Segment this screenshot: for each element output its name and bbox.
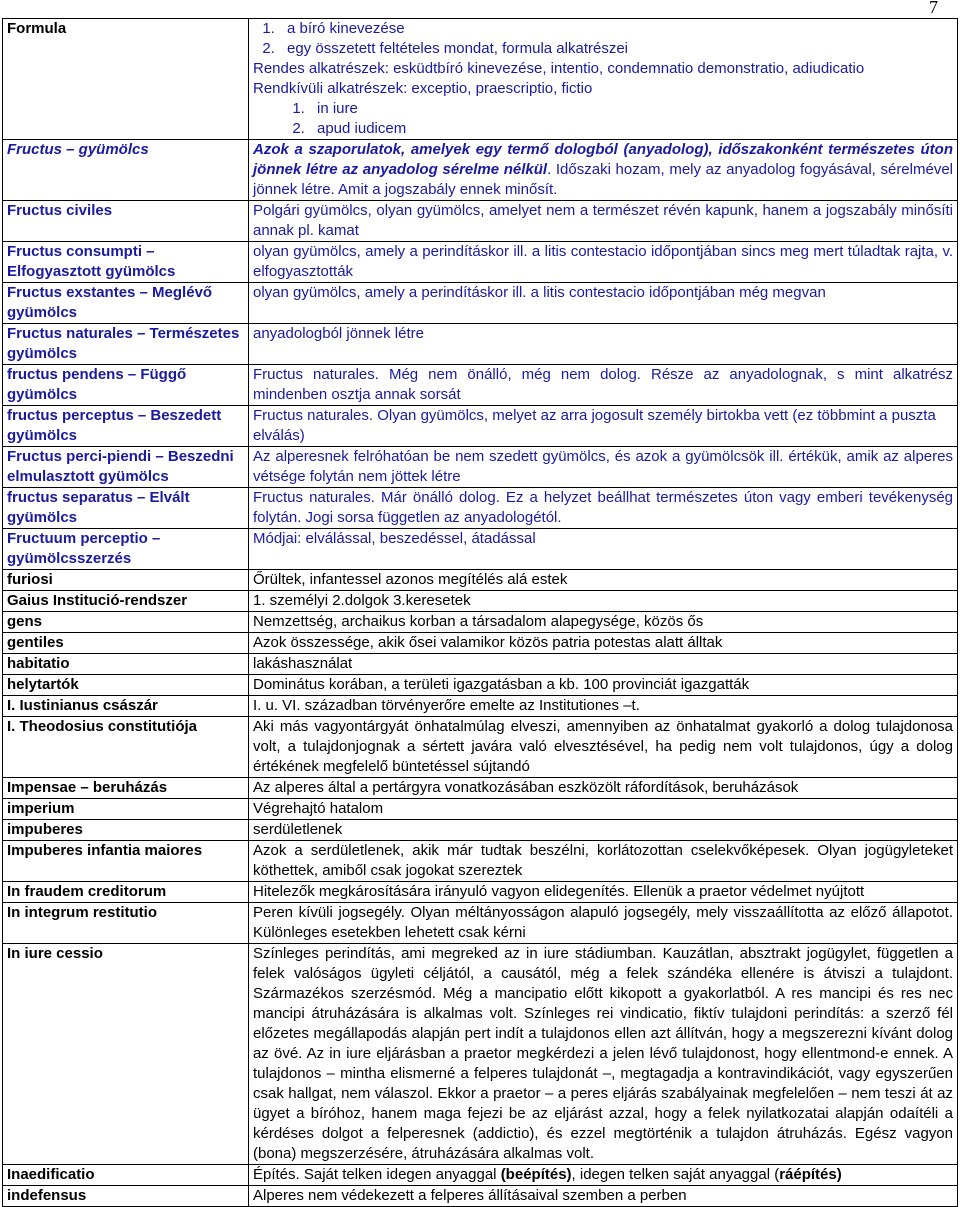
definition-fructus-pendens: Fructus naturales. Még nem önálló, még nem dolog. Része az anyadolognak, s mint alkatrész mindenben osztja annak sorsát — [249, 365, 958, 406]
definition-fructus-civiles: Polgári gyümölcs, olyan gyümölcs, amelyet nem a természet révén kapunk, hanem a jogszabály minősíti annak pl. kamat — [249, 201, 958, 242]
term-fructus-separatus: fructus separatus – Elvált gyümölcs — [3, 488, 249, 529]
table-row — [3, 447, 958, 488]
definition-gens: Nemzettség, archaikus korban a társadalom alapegysége, közös ős — [249, 612, 958, 633]
term-gentiles: gentiles — [3, 633, 249, 654]
definition-fructus-percipiendi: Az alperesnek felróhatóan be nem szedett gyümölcs, és azok a gyümölcsök ill. értékük, amik az alperes vétsége folytán nem jöttek létre — [249, 447, 958, 488]
table-row — [3, 283, 958, 324]
inaedificatio-text-c: , idegen telken saját anyaggal ( — [571, 1166, 780, 1183]
table-row — [3, 675, 958, 696]
term-impuberes: impuberes — [3, 820, 249, 841]
term-in-iure-cessio: In iure cessio — [3, 944, 249, 1165]
page-number: 7 — [929, 0, 938, 17]
table-row — [3, 488, 958, 529]
definition-imperium: Végrehajtó hatalom — [249, 799, 958, 820]
table-row — [3, 406, 958, 447]
formula-rendes: Rendes alkatrészek: esküdtbíró kinevezése, intentio, condemnatio demonstratio, adiudicatio — [253, 60, 865, 77]
list-item: 1. a bíró kinevezése — [279, 19, 953, 39]
definition-formula — [249, 19, 958, 140]
formula-rendkivuli: Rendkívüli alkatrészek: exceptio, praescriptio, fictio — [253, 80, 593, 97]
term-indefensus: indefensus — [3, 1186, 249, 1207]
term-theodosius: I. Theodosius constitutiója — [3, 717, 249, 778]
term-impuberes-infantia: Impuberes infantia maiores — [3, 841, 249, 882]
term-fructus-pendens: fructus pendens – Függő gyümölcs — [3, 365, 249, 406]
term-iustinianus: I. Iustinianus császár — [3, 696, 249, 717]
term-imperium: imperium — [3, 799, 249, 820]
term-gens: gens — [3, 612, 249, 633]
term-fructus-naturales: Fructus naturales – Természetes gyümölcs — [3, 324, 249, 365]
definition-theodosius: Aki más vagyontárgyát önhatalmúlag elveszi, amennyiben az önhatalmat gyakorló a dolog tulajdonosa volt, a tulajdonjognak a sértett javára való elvesztésével, ha pedig nem volt tulajdonos, úgy a dolog értékének megfelelő büntetéssel sújtandó — [249, 717, 958, 778]
table-row — [3, 1165, 958, 1186]
inaedificatio-bold-beepites: (beépítés) — [500, 1166, 572, 1183]
table-row — [3, 820, 958, 841]
definition-helytartok: Dominátus korában, a területi igazgatásban a kb. 100 provinciát igazgatták — [249, 675, 958, 696]
term-gaius: Gaius Institució-rendszer — [3, 591, 249, 612]
definition-habitatio: lakáshasználat — [249, 654, 958, 675]
term-impensae: Impensae – beruházás — [3, 778, 249, 799]
definition-fructus-naturales: anyadologból jönnek létre — [249, 324, 958, 365]
definition-fructus-separatus: Fructus naturales. Már önálló dolog. Ez a helyzet beállhat természetes úton vagy emberi tevékenység folytán. Jogi sorsa független az anyadologétól. — [249, 488, 958, 529]
fructus-rest-definition: . Időszaki hozam, mely az anyadolog fogyásával, sérelmével jönnek létre. Amit a jogszabály ennek minősít. — [253, 161, 953, 198]
term-helytartok: helytartók — [3, 675, 249, 696]
inaedificatio-bold-raepites: ráépítés) — [779, 1166, 842, 1183]
term-fructus-percipiendi: Fructus perci-piendi – Beszedni elmulasztott gyümölcs — [3, 447, 249, 488]
definition-gentiles: Azok összessége, akik ősei valamikor közös patria potestas alatt álltak — [249, 633, 958, 654]
term-inaedificatio: Inaedificatio — [3, 1165, 249, 1186]
table-row — [3, 717, 958, 778]
definition-fructus — [249, 140, 958, 201]
glossary-table — [2, 18, 958, 1207]
table-row — [3, 799, 958, 820]
term-fructus-exstantes: Fructus exstantes – Meglévő gyümölcs — [3, 283, 249, 324]
term-fructus-consumpti: Fructus consumpti – Elfogyasztott gyümölcs — [3, 242, 249, 283]
table-row — [3, 591, 958, 612]
table-row — [3, 242, 958, 283]
definition-inaedificatio — [249, 1165, 958, 1186]
table-row — [3, 201, 958, 242]
definition-in-iure-cessio: Színleges perindítás, ami megreked az in iure stádiumban. Kauzátlan, absztrakt jogügylet, független a felek valóságos ügyleti céljától, a causától, még a felek szándéka ellenére is átviszi a tulajdont. Származékos szerzésmód. Még a mancipatio előtt kikopott a gyakorlatból. A res mancipi és res nec mancipi átruházására is alkalmas volt. Színleges rei vindicatio, fiktív tulajdoni perindítás: a szerző fél előzetes megállapodás alapján pert indít a tulajdonos ellen azt állítván, hogy a megszerezni kívánt dolog az övé. Az in iure eljárásban a praetor megkérdezi a jelen lévő tulajdonost, hogy ellentmond-e ennek. A tulajdonos – mintha elismerné a felperes tulajdonát –, megtagadja a kontravindikációt, vagy egyszerűen csak hallgat, nem válaszol. Ekkor a praetor – a peres eljárás szabályainak megfelelően – nem teszi át az ügyet a bíróhoz, hanem maga fejezi be az eljárást azzal, hogy a felek nyilatkozatai alapján odaítéli a kérdéses dolgot a felperesnek (addictio), és ezzel megtörténik a tulajdon átruházás. Egész vagyon (bona) megszerzésére, átruházására alkalmas volt. — [249, 944, 958, 1165]
term-furiosi: furiosi — [3, 570, 249, 591]
table-row — [3, 365, 958, 406]
definition-fructuum-perceptio: Módjai: elválással, beszedéssel, átadással — [249, 529, 958, 570]
table-row — [3, 882, 958, 903]
definition-impensae: Az alperes által a pertárgyra vonatkozásában eszközölt ráfordítások, beruházások — [249, 778, 958, 799]
term-formula: Formula — [3, 19, 249, 140]
table-row — [3, 841, 958, 882]
formula-list — [253, 19, 953, 59]
definition-in-fraudem: Hitelezők megkárosítására irányuló vagyon elidegenítés. Ellenük a praetor védelmet nyújtott — [249, 882, 958, 903]
table-row — [3, 570, 958, 591]
inaedificatio-text-a: Építés. Saját telken idegen anyaggal — [253, 1166, 501, 1183]
table-row — [3, 654, 958, 675]
fructus-bold-definition: Azok a szaporulatok, amelyek egy termő dologból (anyadolog), időszakonként természetes úton jönnek létre az anyadolog sérelme nélkül — [253, 141, 953, 178]
table-row — [3, 633, 958, 654]
list-item: 2. egy összetett feltételes mondat, formula alkatrészei — [279, 39, 953, 59]
term-fructus-perceptus: fructus perceptus – Beszedett gyümölcs — [3, 406, 249, 447]
definition-impuberes-infantia: Azok a serdületlenek, akik már tudtak beszélni, korlátozottan cselekvőképesek. Olyan jogügyleteket köthettek, amiből csak jogokat szereztek — [249, 841, 958, 882]
definition-fructus-consumpti: olyan gyümölcs, amely a perindításkor ill. a litis contestacio időpontjában sincs meg mert túladtak rajta, v. elfogyasztották — [249, 242, 958, 283]
table-row — [3, 324, 958, 365]
formula-sublist — [253, 99, 953, 139]
term-in-fraudem: In fraudem creditorum — [3, 882, 249, 903]
table-row — [3, 903, 958, 944]
definition-fructus-exstantes: olyan gyümölcs, amely a perindításkor ill. a litis contestacio időpontjában még megvan — [249, 283, 958, 324]
table-row — [3, 529, 958, 570]
term-fructuum-perceptio: Fructuum perceptio – gyümölcsszerzés — [3, 529, 249, 570]
table-row — [3, 778, 958, 799]
definition-gaius: 1. személyi 2.dolgok 3.keresetek — [249, 591, 958, 612]
list-item: 2. apud iudicem — [309, 119, 953, 139]
table-row — [3, 944, 958, 1165]
definition-in-integrum: Peren kívüli jogsegély. Olyan méltányosságon alapuló jogsegély, mely visszaállította az előző állapotot. Különleges esetekben lehetett csak kérni — [249, 903, 958, 944]
table-row — [3, 696, 958, 717]
definition-furiosi: Őrültek, infantessel azonos megítélés alá estek — [249, 570, 958, 591]
term-in-integrum: In integrum restitutio — [3, 903, 249, 944]
definition-iustinianus: I. u. VI. században törvényerőre emelte az Institutiones –t. — [249, 696, 958, 717]
term-fructus-civiles: Fructus civiles — [3, 201, 249, 242]
table-row — [3, 140, 958, 201]
definition-indefensus: Alperes nem védekezett a felperes állításaival szemben a perben — [249, 1186, 958, 1207]
term-habitatio: habitatio — [3, 654, 249, 675]
definition-impuberes: serdületlenek — [249, 820, 958, 841]
table-row — [3, 1186, 958, 1207]
term-fructus: Fructus – gyümölcs — [3, 140, 249, 201]
list-item: 1. in iure — [309, 99, 953, 119]
definition-fructus-perceptus: Fructus naturales. Olyan gyümölcs, melyet az arra jogosult személy birtokba vett (ez többmint a puszta elválás) — [249, 406, 958, 447]
table-row — [3, 612, 958, 633]
table-row — [3, 19, 958, 140]
